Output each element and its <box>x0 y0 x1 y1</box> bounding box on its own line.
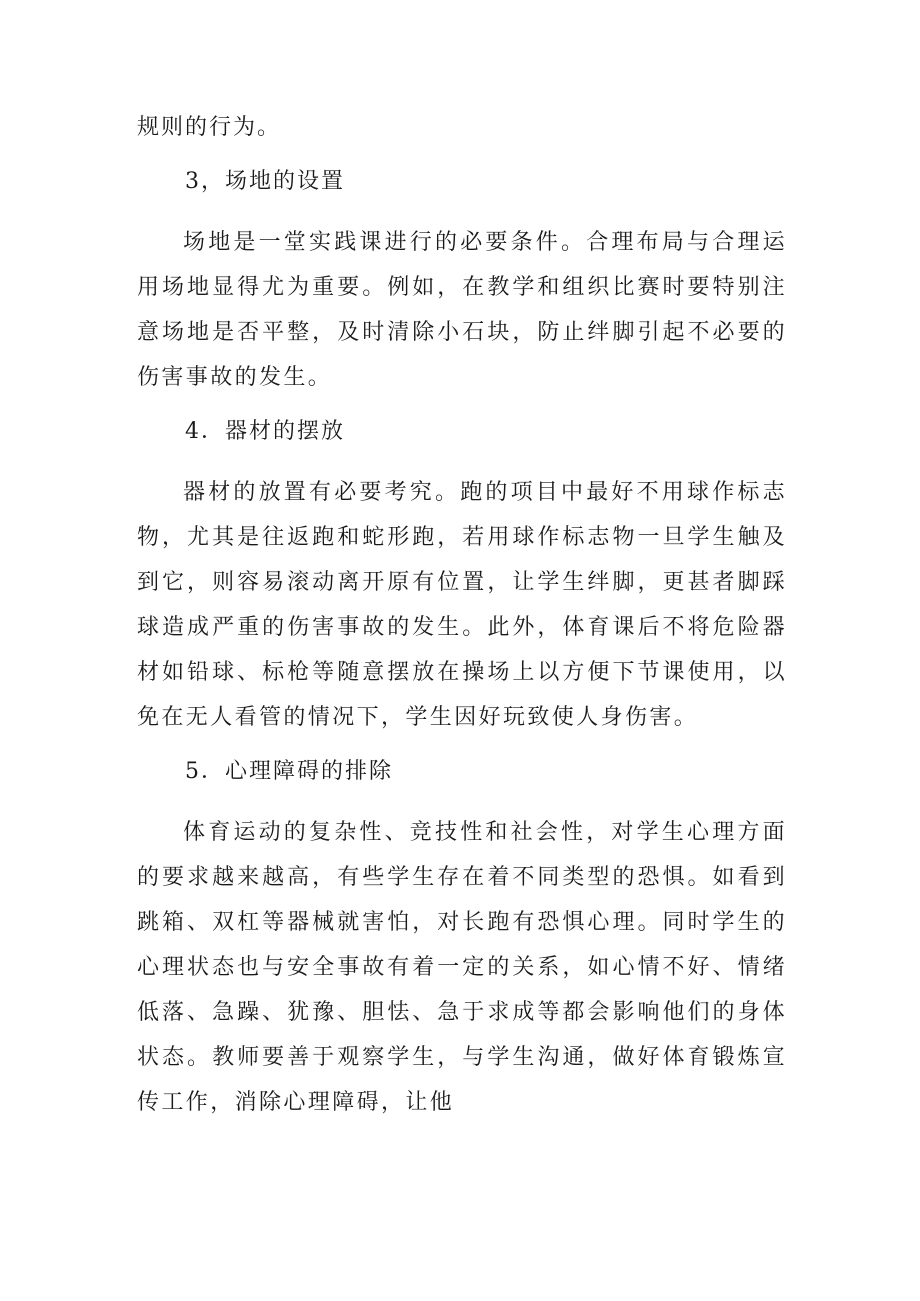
section-3-paragraph: 场地是一堂实践课进行的必要条件。合理布局与合理运用场地显得尤为重要。例如，在教学和组织比赛时要特别注意场地是否平整，及时清除小石块，防止绊脚引起不必要的伤害事故的发生。 <box>137 230 787 390</box>
section-3-heading: 3，场地的设置 <box>185 169 345 194</box>
section-5-paragraph: 体育运动的复杂性、竞技性和社会性，对学生心理方面的要求越来越高，有些学生存在着不同类型的恐惧。如看到跳箱、双杠等器械就害怕，对长跑有恐惧心理。同时学生的心理状态也与安全事故有着一定的关系，如心情不好、情绪低落、急躁、犹豫、胆怯、急于求成等都会影响他们的身体状态。教师要善于观察学生，与学生沟通，做好体育锻炼宣传工作，消除心理障碍，让他 <box>137 820 787 1115</box>
section-4-heading: 4．器材的摆放 <box>185 419 345 444</box>
continuation-text: 规则的行为。 <box>137 115 282 140</box>
section-5-heading: 5．心理障碍的排除 <box>185 759 393 784</box>
document-body <box>137 112 787 1141</box>
section-4-paragraph: 器材的放置有必要考究。跑的项目中最好不用球作标志物，尤其是往返跑和蛇形跑，若用球作标志物一旦学生触及到它，则容易滚动离开原有位置，让学生绊脚，更甚者脚踩球造成严重的伤害事故的发生。此外，体育课后不将危险器材如铅球、标枪等随意摆放在操场上以方便下节课使用，以免在无人看管的情况下，学生因好玩致使人身伤害。 <box>137 480 787 730</box>
